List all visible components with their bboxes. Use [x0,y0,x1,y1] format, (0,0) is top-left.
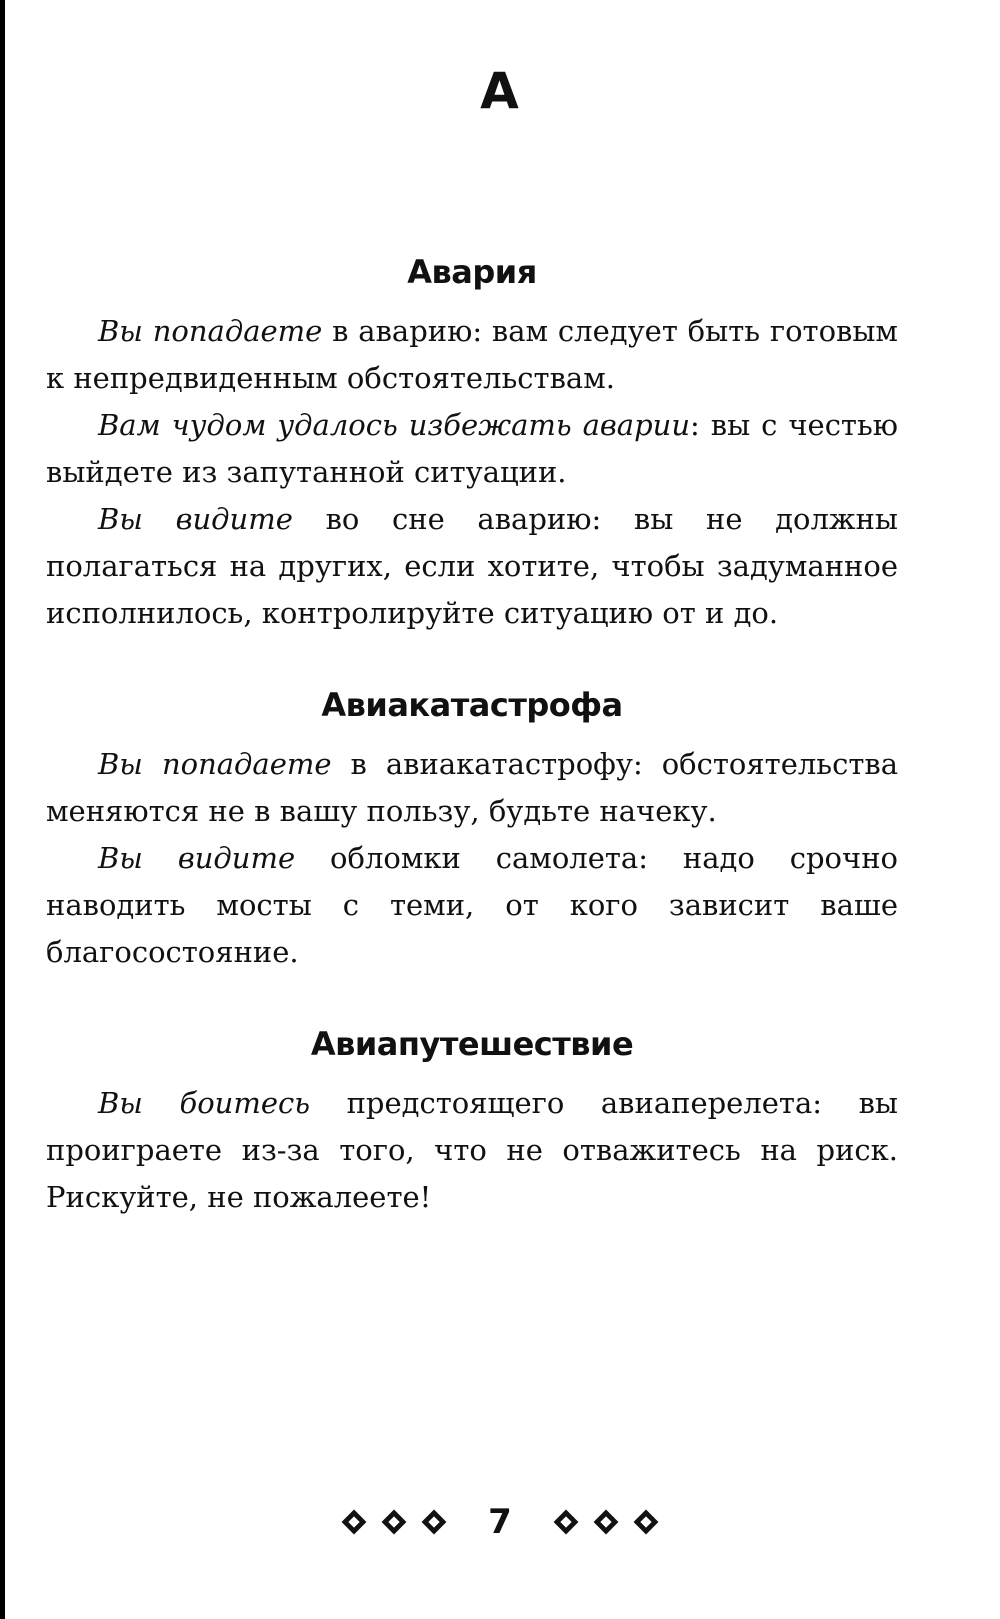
entry-paragraph [46,741,898,835]
paragraph-text: во сне аварию: вы не должны полагаться на других, если хотите, чтобы задуманное исполнилось, контролируйте ситуацию от и до. [46,502,898,630]
entry-heading: Авиапутешествие [310,1025,634,1063]
paragraph-lead: Вы попадаете [98,747,332,781]
entry-paragraph [46,835,898,976]
ornament-icon [552,1508,580,1536]
paragraph-text: предстоящего авиаперелета: вы проиграете из-за того, что не отважитесь на риск. Рискуйте, не пожалеете! [46,1086,898,1214]
section-letter: А [480,62,520,120]
entry-paragraph [46,496,898,637]
text-column [46,250,898,1221]
paragraph-text: в авиакатастрофу: обстоятельства меняются не в вашу пользу, будьте начеку. [46,747,898,828]
paragraph-text: обломки самолета: надо срочно наводить мосты с теми, от кого зависит ваше благосостояние. [46,841,898,969]
paragraph-text: : вы с честью выйдете из запутанной ситуации. [46,408,899,489]
entry-paragraph [46,402,898,496]
entry-heading: Авиакатастрофа [321,686,623,724]
ornament-icon [340,1508,368,1536]
paragraph-lead: Вы попадаете [98,314,323,348]
entry-paragraph [46,1080,898,1221]
ornament-icon [632,1508,660,1536]
paragraph-lead: Вы видите [98,841,296,875]
paragraph-text: в аварию: вам следует быть готовым к непредвиденным обстоятельствам. [46,314,898,395]
ornament-icon [380,1508,408,1536]
paragraph-lead: Вы боитесь [98,1086,311,1120]
ornament-icon [420,1508,448,1536]
paragraph-lead: Вы видите [98,502,293,536]
ornament-icon [592,1508,620,1536]
page-footer [0,1500,1000,1542]
entry-heading: Авария [407,253,537,291]
paragraph-lead: Вам чудом удалось избежать аварии [98,408,691,442]
entry-paragraph [46,308,898,402]
page-edge [0,0,5,1619]
page-number: 7 [488,1501,512,1542]
